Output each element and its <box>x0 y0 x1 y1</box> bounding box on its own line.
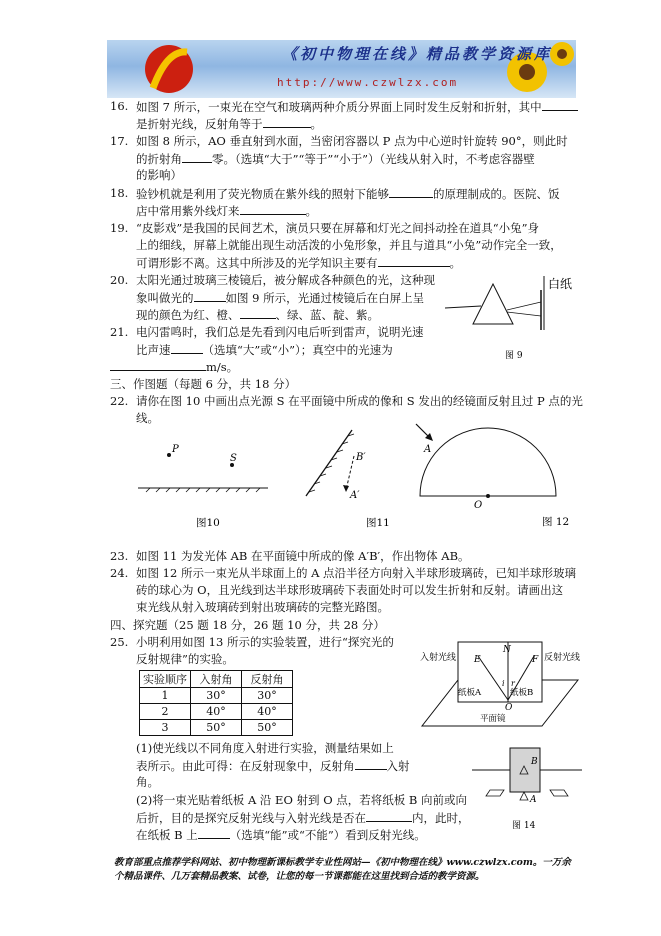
q20-number: 20. <box>110 273 129 287</box>
q16-blank2[interactable] <box>263 115 311 128</box>
q21-line3: m/s。 <box>110 358 238 377</box>
q20-blank1[interactable] <box>194 289 226 302</box>
figure-13 <box>418 640 583 735</box>
q18-blank2[interactable] <box>240 202 306 215</box>
q18-number: 18. <box>110 186 129 200</box>
fig12-o: O <box>474 500 483 511</box>
q21-line1: 电闪雷鸣时，我们总是先看到闪电后听到雷声，说明光速 <box>136 325 424 339</box>
q25-blank3[interactable] <box>198 826 230 839</box>
q22-number: 22. <box>110 394 129 408</box>
fig11-caption: 图11 <box>366 517 390 529</box>
q19-line3: 可谓形影不离。这其中所涉及的光学知识主要有 。 <box>136 256 461 270</box>
fig13-board-b: 纸板B <box>510 688 534 698</box>
q19-blank[interactable] <box>378 254 450 267</box>
q17-line1: 如图 8 所示，AO 垂直射到水面，当密闭容器以 P 点为中心逆时针旋转 90°，则此时 <box>136 134 568 148</box>
table-header-cell: 入射角 <box>191 671 242 688</box>
fig9-caption: 图 9 <box>505 351 523 361</box>
banner-url: http://www.czwlzx.com <box>277 76 459 89</box>
q16-line1: 如图 7 所示，一束光在空气和玻璃两种介质分界面上同时发生反射和折射，其中 <box>136 98 578 117</box>
q18-line1: 验钞机就是利用了荧光物质在紫外线的照射下能够 的原理制成的。医院、饭 <box>136 187 560 201</box>
fig13-f: F <box>532 655 539 665</box>
q20-blank2[interactable] <box>240 306 276 319</box>
header-banner <box>107 40 576 98</box>
footer-line1: 教育部重点推荐学科网站、初中物理新课标教学专业性网站—《初中物理在线》www.czwlzx.com。一万余 <box>114 857 571 868</box>
q17-line3: 的影响） <box>136 168 182 182</box>
q16-number: 16. <box>110 99 129 113</box>
q20-line3: 现的颜色为红、橙、 、绿、蓝、靛、紫。 <box>136 308 379 322</box>
q21-line2: 比声速 （选填“大”或“小”）；真空中的光速为 <box>136 343 393 357</box>
table-row <box>140 720 293 736</box>
table-header-row <box>140 671 293 688</box>
table-row <box>140 688 293 704</box>
table-header-cell: 实验顺序 <box>140 671 191 688</box>
figure-11 <box>300 428 410 530</box>
q18-line2: 店中常用紫外线灯来 。 <box>136 204 317 218</box>
q17-blank[interactable] <box>182 150 212 163</box>
fig13-e: E <box>474 655 481 665</box>
fig11-b-prime: B′ <box>356 452 366 463</box>
table-cell: 50° <box>242 720 293 736</box>
q22-line1: 请你在图 10 中画出点光源 S 在平面镜中所成的像和 S 发出的经镜面反射且过 P 点的光 <box>136 394 583 408</box>
q25-p1-line2: 表所示。由此可得：在反射现象中，反射角 入射 <box>136 759 410 773</box>
q25-p2-line3: 在纸板 B 上 （选填“能”或“不能”）看到反射光线。 <box>136 828 426 842</box>
table-cell: 30° <box>191 688 242 704</box>
q25-p1-line3: 角。 <box>136 775 159 789</box>
fig13-i: i <box>502 679 505 688</box>
fig13-reflected-label: 反射光线 <box>544 653 581 663</box>
fig13-r: r <box>511 679 515 688</box>
q20-line1: 太阳光通过玻璃三棱镜后，被分解成各种颜色的光，这种现 <box>136 273 435 287</box>
fig14-a: A <box>530 795 537 805</box>
fig10-s: S <box>230 453 237 464</box>
q16-line2: 是折射光线，反射角等于 。 <box>136 117 322 131</box>
q22-line2: 线。 <box>136 411 159 425</box>
q20-line2: 象叫做光的 如图 9 所示，光通过棱镜后在白屏上呈 <box>136 291 425 305</box>
table-cell: 40° <box>242 704 293 720</box>
q17-line2: 的折射角 零。（选填“大于”“等于”“小于”）（光线从射入时，不考虑容器壁 <box>136 152 535 166</box>
fig13-n: N <box>503 645 511 655</box>
q19-number: 19. <box>110 221 129 235</box>
q21-number: 21. <box>110 325 129 339</box>
q23-number: 23. <box>110 549 129 563</box>
q19-line1: “皮影戏”是我国的民间艺术，演员只要在屏幕和灯光之间抖动拴在道具“小兔”身 <box>136 221 540 235</box>
figure-9-prism <box>445 272 575 367</box>
q21-blank1[interactable] <box>171 341 203 354</box>
table-cell: 40° <box>191 704 242 720</box>
fig10-caption: 图10 <box>196 517 220 529</box>
table-cell: 30° <box>242 688 293 704</box>
q19-line2: 上的细线，屏幕上就能出现生动活泼的小兔形象，并且与道具“小兔”动作完全一致， <box>136 238 562 252</box>
table-header-cell: 反射角 <box>242 671 293 688</box>
q23-line1: 如图 11 为发光体 AB 在平面镜中所成的像 A′B′，作出物体 AB。 <box>136 549 470 563</box>
fig14-caption: 图 14 <box>512 821 536 831</box>
table-cell: 1 <box>140 688 191 704</box>
fig10-p: P <box>172 444 179 455</box>
fig13-mirror: 平面镜 <box>480 714 506 724</box>
figure-14 <box>470 742 585 834</box>
q24-line2: 砖的球心为 O，且光线到达半球形玻璃砖下表面处时可以发生折射和反射。请画出这 <box>136 583 564 597</box>
q25-p2-line1: (2)将一束光贴着纸板 A 沿 EO 射到 O 点，若将纸板 B 向前或向 <box>136 793 468 807</box>
q24-line3: 束光线从射入玻璃砖到射出玻璃砖的完整光路图。 <box>136 600 389 614</box>
q25-blank2[interactable] <box>366 809 412 822</box>
footer-line2: 个精品课件、几万套精品教案、试卷，让您的每一节课都能在这里找到合适的教学资源。 <box>114 871 485 882</box>
table-row <box>140 704 293 720</box>
q16-blank1[interactable] <box>542 98 578 111</box>
fig14-b: B <box>531 757 538 767</box>
q25-p2-line2: 后折，目的是探究反射光线与入射光线是否在 内，此时， <box>136 811 470 825</box>
fig13-o: O <box>505 703 513 713</box>
fig11-a-prime: A′ <box>350 490 360 501</box>
table-cell: 3 <box>140 720 191 736</box>
section3-title: 三、作图题（每题 6 分，共 18 分） <box>110 377 297 391</box>
banner-title: 《初中物理在线》精品教学资源库 <box>282 45 553 63</box>
q25-number: 25. <box>110 635 129 649</box>
q17-number: 17. <box>110 134 129 148</box>
q25-line2: 反射规律”的实验。 <box>136 652 234 666</box>
fig13-board-a: 纸板A <box>458 688 482 698</box>
fig12-caption: 图 12 <box>542 516 570 528</box>
section4-title: 四、探究题（25 题 18 分，26 题 10 分，共 28 分） <box>110 618 385 632</box>
fig9-paper-label: 白纸 <box>548 277 573 291</box>
q25-line1: 小明利用如图 13 所示的实验装置，进行“探究光的 <box>136 635 394 649</box>
q24-number: 24. <box>110 566 129 580</box>
fig12-a: A <box>424 444 432 455</box>
table-cell: 2 <box>140 704 191 720</box>
q18-blank1[interactable] <box>389 185 433 198</box>
table-cell: 50° <box>191 720 242 736</box>
fig13-incident-label: 入射光线 <box>420 653 457 663</box>
figure-10 <box>136 440 276 530</box>
q25-p1-line1: (1)使光线以不同角度入射进行实验，测量结果如上 <box>136 741 394 755</box>
figure-12 <box>410 418 575 530</box>
q21-blank2[interactable] <box>110 358 206 371</box>
results-table <box>139 670 293 736</box>
q25-blank1[interactable] <box>355 757 387 770</box>
q24-line1: 如图 12 所示一束光从半球面上的 A 点沿半径方向射入半球形玻璃砖，已知半球形玻璃 <box>136 566 577 580</box>
